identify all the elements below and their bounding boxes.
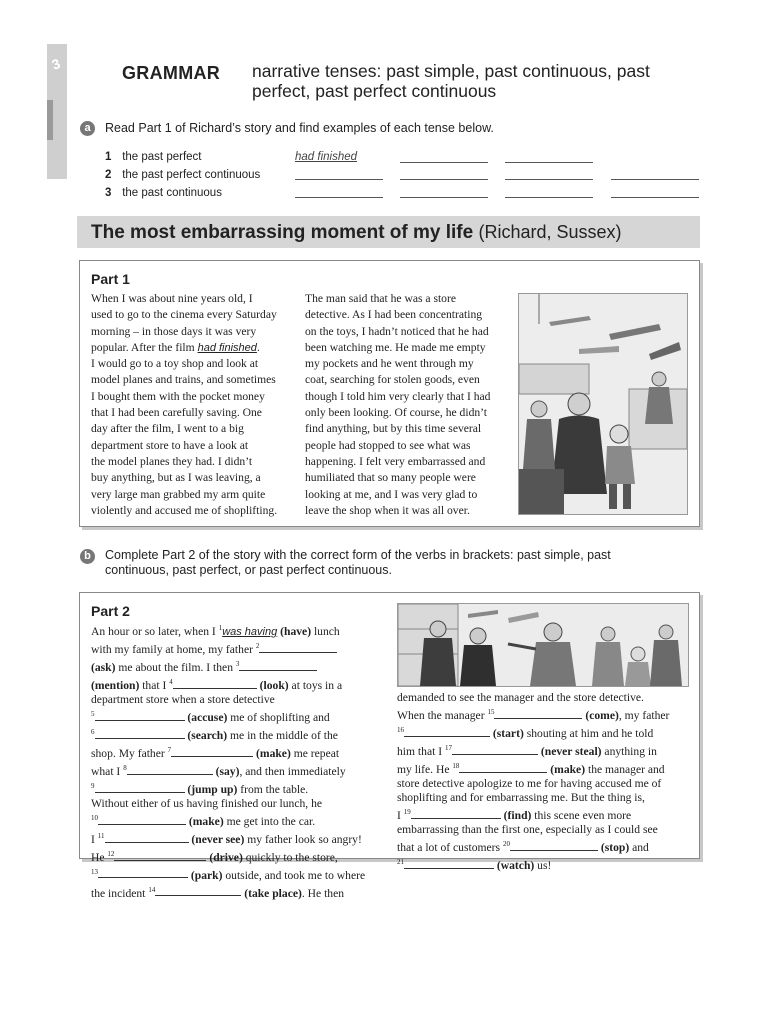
story-text: , and then immediately — [239, 764, 346, 778]
tense-number: 2 — [105, 169, 112, 181]
story-line: store detective apologize to me for having accused me of — [397, 776, 662, 790]
boy-body — [605, 446, 635, 484]
verb-prompt: (start) — [492, 726, 524, 740]
answer-gap[interactable] — [259, 642, 337, 653]
verb-prompt: (take place) — [244, 886, 302, 900]
store-manager-illustration — [397, 603, 689, 687]
story-line: department store when a store detective — [91, 692, 275, 706]
story-text: and — [629, 841, 649, 854]
story-text: shop. My father — [91, 746, 168, 760]
story-text: that a lot of customers — [397, 841, 503, 854]
gap-number: 14 — [148, 885, 156, 894]
story-line: popular. After the film had finished. — [91, 340, 260, 354]
story-line: only been looking. Of course, he didn’t — [305, 406, 488, 420]
gap-number: 15 — [487, 708, 495, 717]
gap-number: 5 — [91, 709, 95, 718]
verb-prompt: (jump up) — [187, 782, 238, 796]
tense-label: the past continuous — [122, 187, 222, 199]
story-line — [91, 883, 391, 901]
grammar-label: GRAMMAR — [122, 63, 221, 83]
answer-gap[interactable] — [95, 710, 185, 721]
story-line: day after the film, I went to a big — [91, 422, 244, 436]
story-line — [91, 743, 391, 761]
story-line: people had stopped to see what was — [305, 438, 471, 452]
answer-blank[interactable] — [611, 185, 699, 198]
answer-blank[interactable] — [400, 167, 488, 180]
answer-blank[interactable] — [505, 185, 593, 198]
verb-prompt: (accuse) — [187, 710, 228, 724]
answer-blank[interactable] — [295, 167, 383, 180]
gap-number: 4 — [169, 677, 173, 686]
verb-prompt: (search) — [187, 728, 228, 742]
part1-box — [79, 260, 700, 527]
story-text: outside, and took me to where — [222, 868, 366, 882]
verb-prompt: (make) — [188, 814, 224, 828]
story-line: on the toys, I hadn’t noticed that he had — [305, 324, 489, 338]
story-text: from the table. — [237, 782, 309, 796]
verb-prompt: (have) — [280, 624, 312, 638]
gap-number: 17 — [444, 744, 452, 752]
answer-gap[interactable] — [173, 678, 257, 689]
story-line: I bought them with the pocket money — [91, 389, 265, 403]
story-line — [91, 779, 391, 797]
story-line: morning – in those days it was very — [91, 324, 257, 338]
story-text: . He then — [301, 886, 345, 900]
verb-prompt: (look) — [259, 678, 289, 692]
gap-number: 19 — [403, 808, 411, 817]
part1-title: Part 1 — [91, 271, 130, 287]
exercise-a-instruction: Read Part 1 of Richard’s story and find examples of each tense below. — [105, 121, 494, 135]
story-line: been watching me. He made me empty — [305, 340, 486, 354]
gap-number: 9 — [91, 781, 95, 790]
story-text: An hour or so later, when I — [91, 624, 219, 638]
gap-number: 21 — [397, 858, 404, 867]
story-text: the manager and — [585, 762, 665, 776]
story-line — [91, 761, 391, 779]
story-line: model planes and trains, and sometimes — [91, 373, 276, 387]
highlighted-example: had finished — [197, 341, 257, 354]
story-text: popular. After the film — [91, 340, 198, 354]
verb-prompt: (watch) — [496, 858, 535, 872]
answer-gap[interactable] — [95, 782, 185, 793]
page-edge-accent — [47, 100, 53, 140]
boy-head — [610, 425, 628, 443]
gap-number: 11 — [97, 831, 105, 840]
verb-prompt: (say) — [215, 764, 240, 778]
grammar-description: narrative tenses: past simple, past continuous, past perfect, past perfect continuous — [252, 61, 650, 101]
story-text: anything in — [601, 744, 657, 758]
story-line: though I told him very clearly that I had — [305, 389, 491, 403]
story-line: humiliated that so many people were — [305, 471, 476, 485]
gap-number: 6 — [91, 727, 95, 736]
detective-head — [470, 628, 486, 644]
answer-gap[interactable] — [171, 746, 253, 757]
unit-number: 3 — [49, 55, 63, 73]
gap-number: 12 — [107, 849, 115, 858]
story-text: quickly to the store, — [242, 850, 338, 864]
story-text: my life. He — [397, 762, 453, 776]
tense-row-1 — [105, 151, 201, 163]
gap-number: 3 — [235, 659, 240, 668]
story-line: looking at me, and I was very glad to — [305, 487, 478, 501]
story-text: us! — [534, 858, 552, 872]
answer-gap[interactable] — [98, 814, 186, 825]
story-text: me about the film. I then — [115, 660, 236, 674]
tense-number: 3 — [105, 187, 112, 199]
part2-box — [79, 592, 700, 900]
story-line — [91, 725, 391, 743]
story-author: (Richard, Sussex) — [478, 222, 622, 242]
story-text: him that I — [397, 744, 445, 758]
story-line: I would go to a toy shop and look at — [91, 357, 259, 371]
story-text: me of shoplifting and — [227, 710, 330, 724]
story-line — [397, 759, 692, 777]
exercise-b-instruction: Complete Part 2 of the story with the correct form of the verbs in brackets: past simple, past continuous, past perfect, or past perfect continuous. — [105, 548, 611, 577]
story-line: very large man grabbed my arm quite — [91, 487, 266, 501]
detective-head — [568, 393, 590, 415]
story-line: that I had been carefully saving. One — [91, 406, 262, 420]
story-line: Without either of us having finished our lunch, he — [91, 796, 323, 810]
story-line — [91, 847, 391, 865]
verb-prompt: (never see) — [191, 832, 245, 846]
verb-prompt: (make) — [256, 746, 291, 760]
manager-body — [420, 638, 456, 686]
story-title-banner — [77, 216, 700, 248]
answer-blank[interactable] — [505, 150, 593, 163]
story-line — [397, 837, 692, 855]
story-line: demanded to see the manager and the store detective. — [397, 691, 644, 704]
answer-blank[interactable] — [611, 167, 699, 180]
story-line: violently and accused me of shoplifting. — [91, 503, 278, 517]
story-text: He — [91, 850, 108, 864]
story-line: buy anything, but as I was leaving, a — [91, 471, 261, 485]
story-line — [91, 865, 391, 883]
story-line: happening. I felt very embarrassed and — [305, 454, 486, 468]
gap-number: 20 — [502, 840, 510, 849]
gap-number: 18 — [452, 761, 460, 770]
story-text: I — [397, 808, 404, 822]
story-text: at toys in a — [288, 678, 343, 692]
tense-label: the past perfect continuous — [122, 169, 261, 181]
toy-shop-illustration — [518, 293, 688, 515]
gap-number: 10 — [91, 813, 98, 822]
boy-head — [631, 647, 645, 661]
story-title: The most embarrassing moment of my life — [91, 222, 474, 243]
gap-number: 2 — [255, 641, 260, 650]
verb-prompt: (make) — [550, 762, 586, 776]
story-line — [91, 657, 391, 675]
answer-gap[interactable] — [114, 850, 206, 861]
story-text: that I — [139, 678, 170, 692]
answer-gap[interactable] — [411, 808, 501, 819]
story-text: me get into the car. — [223, 814, 316, 828]
story-line: The man said that he was a store — [305, 292, 456, 305]
story-text: When the manager — [397, 708, 488, 722]
verb-prompt: (mention) — [91, 678, 140, 692]
verb-prompt: (stop) — [600, 841, 630, 854]
tense-row-3 — [105, 187, 222, 199]
verb-prompt: (ask) — [91, 660, 116, 674]
answer-gap[interactable] — [404, 726, 490, 737]
gap-number: 7 — [167, 745, 172, 754]
part2-left-column — [91, 621, 391, 901]
story-text: lunch — [311, 624, 340, 638]
story-line: used to go to the cinema every Saturday — [91, 308, 277, 322]
gap-number: 1 — [218, 624, 223, 632]
tense-number: 1 — [105, 151, 112, 163]
story-text: my father look so angry! — [244, 832, 362, 846]
answer-gap[interactable] — [98, 867, 188, 878]
story-text: me in the middle of the — [227, 728, 338, 742]
answer-gap[interactable] — [494, 708, 582, 719]
story-line: When I was about nine years old, I — [91, 292, 253, 305]
part2-title: Part 2 — [91, 603, 130, 619]
gap-number: 13 — [91, 867, 98, 876]
answer-gap[interactable] — [510, 840, 598, 851]
story-line — [91, 621, 391, 639]
father-head — [544, 623, 562, 641]
story-line — [397, 855, 692, 873]
exercise-b-badge: b — [80, 549, 95, 564]
part2-right-column — [397, 691, 692, 873]
story-line: detective. As I had been concentrating — [305, 308, 483, 322]
story-text: this scene even more — [531, 808, 632, 822]
tense-row-2 — [105, 169, 260, 181]
story-line: coat, searching for stolen goods, even — [305, 373, 480, 387]
story-line — [91, 811, 391, 829]
manager-head — [430, 621, 446, 637]
verb-prompt: (park) — [190, 868, 223, 882]
story-line — [91, 675, 391, 693]
example-answer: had finished — [295, 151, 358, 163]
verb-prompt: (drive) — [209, 850, 243, 864]
exercise-a-badge: a — [80, 121, 95, 136]
story-text: me repeat — [290, 746, 340, 760]
answer-gap[interactable] — [459, 762, 547, 773]
tense-label: the past perfect — [122, 151, 202, 163]
example-answer-2: was having — [222, 625, 278, 638]
story-line — [397, 805, 692, 823]
gap-number: 16 — [397, 726, 404, 735]
story-line: embarrassing than the first one, especially as I could see — [397, 823, 658, 837]
story-text: with my family at home, my father — [91, 642, 256, 656]
answer-blank[interactable] — [400, 150, 488, 163]
story-line: the model planes they had. I didn’t — [91, 454, 253, 468]
story-line — [397, 741, 692, 759]
verb-prompt: (come) — [585, 708, 619, 722]
answer-gap[interactable] — [155, 885, 241, 896]
answer-gap[interactable] — [95, 728, 185, 739]
answer-blank[interactable] — [295, 185, 383, 198]
gap-number: 8 — [123, 763, 127, 772]
story-text: , my father — [618, 708, 670, 722]
story-line: department store to have a look at — [91, 438, 249, 452]
answer-gap[interactable] — [239, 660, 317, 671]
part1-column-2 — [305, 291, 513, 519]
story-line: leave the shop when it was all over. — [305, 503, 470, 517]
story-line — [91, 639, 391, 657]
story-line: find anything, but by this time several — [305, 422, 482, 436]
answer-gap[interactable] — [404, 858, 494, 869]
verb-prompt: (never steal) — [540, 744, 602, 758]
story-line: shoplifting and for embarrassing me. But the thing is, — [397, 791, 645, 804]
answer-blank[interactable] — [400, 185, 488, 198]
verb-prompt: (find) — [503, 808, 532, 822]
part1-column-1 — [91, 291, 301, 519]
answer-gap[interactable] — [105, 832, 189, 843]
story-text: the incident — [91, 886, 149, 900]
answer-gap[interactable] — [452, 744, 538, 755]
detective-body — [460, 645, 496, 686]
story-line — [397, 705, 692, 723]
father-body — [530, 642, 576, 686]
story-text: I — [91, 832, 98, 846]
story-text: shouting at him and he told — [523, 726, 654, 740]
story-line — [91, 829, 391, 847]
answer-blank[interactable] — [505, 167, 593, 180]
story-text: what I — [91, 764, 124, 778]
story-line — [91, 707, 391, 725]
story-line — [397, 723, 692, 741]
story-line: my pockets and he went through my — [305, 357, 474, 371]
answer-gap[interactable] — [127, 764, 213, 775]
